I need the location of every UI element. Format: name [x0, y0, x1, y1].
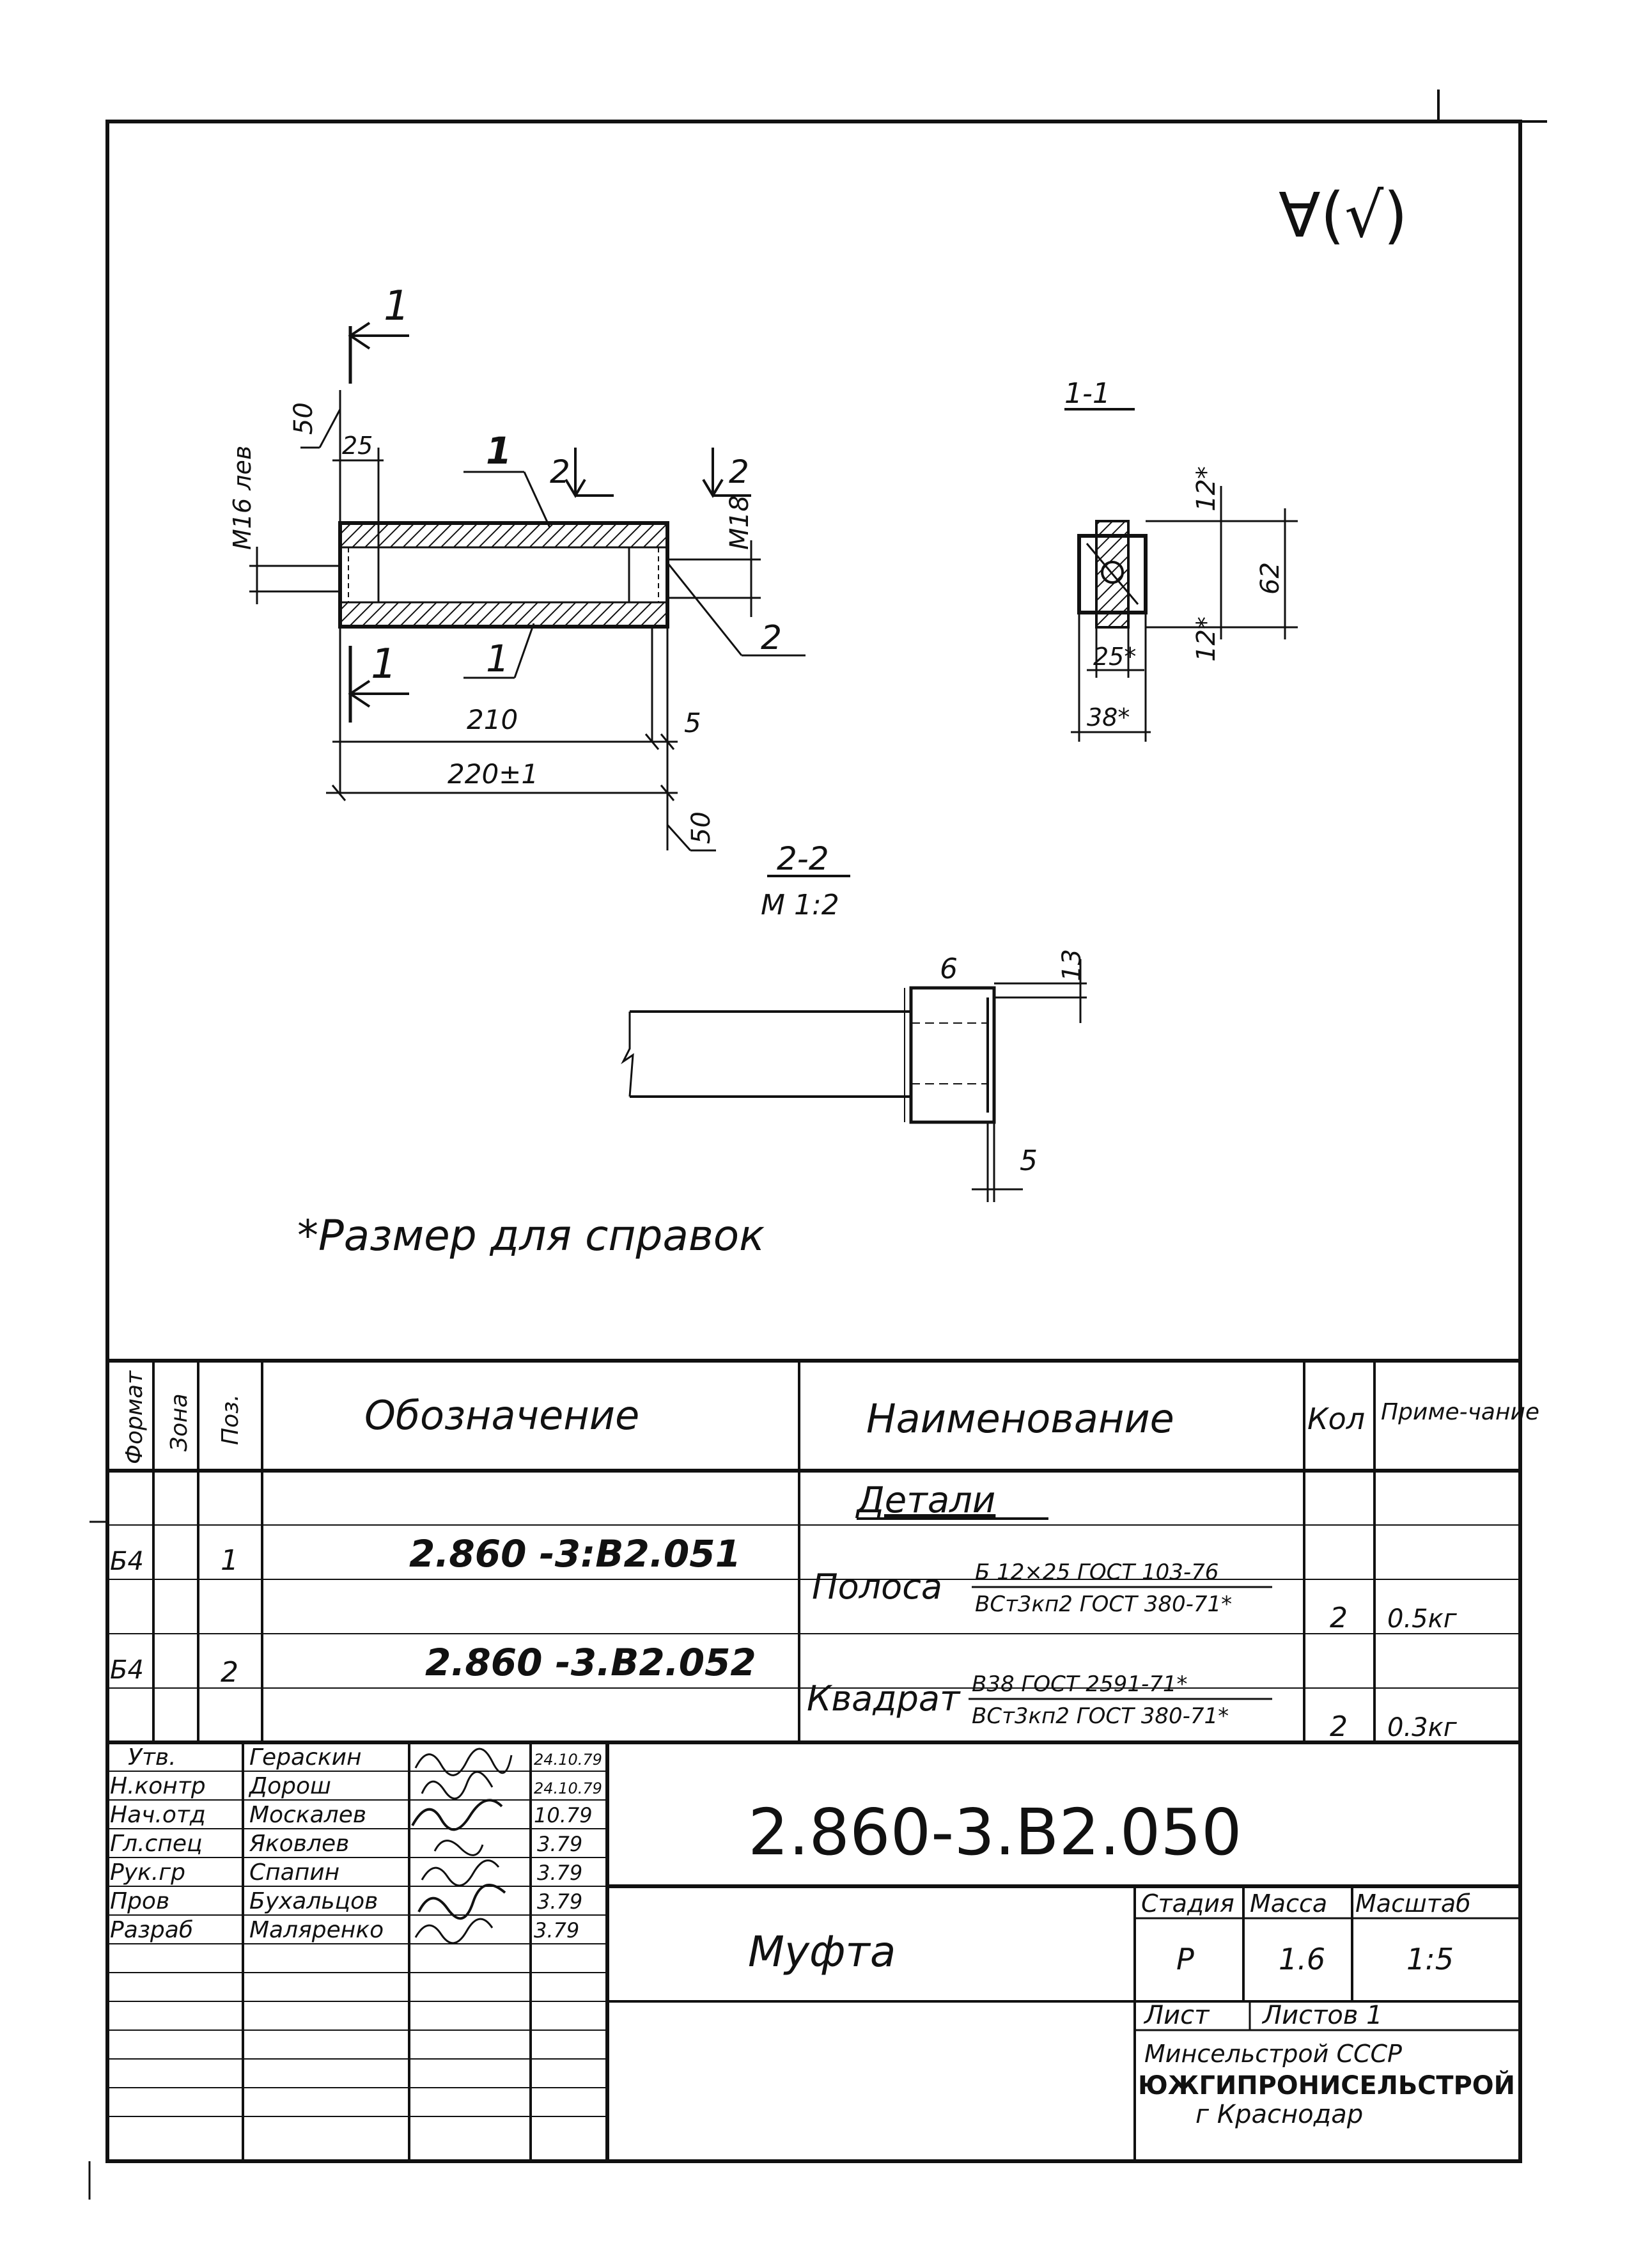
signature-row	[110, 1885, 582, 1918]
part-name: Муфта	[748, 1927, 896, 1976]
sig-name: Гераскин	[249, 1744, 362, 1771]
signature-row	[110, 1859, 582, 1886]
section-2-2-view	[623, 876, 1087, 1202]
chamfer-top-label: 50	[289, 402, 318, 435]
signature-rows	[110, 1744, 602, 1943]
chamfer-bottom-label: 50	[687, 811, 716, 844]
main-view-labels	[228, 283, 782, 844]
handwritten-signature	[435, 1841, 483, 1856]
dim-25-label: 25	[342, 432, 373, 460]
sig-role: Пров	[110, 1888, 170, 1914]
table-row	[110, 1641, 1458, 1743]
scale-value: 1:5	[1406, 1942, 1454, 1976]
header-designation: Обозначение	[364, 1392, 640, 1439]
sig-date: 3.79	[537, 1832, 583, 1856]
signature-row	[110, 1917, 579, 1943]
handwritten-signature	[412, 1800, 502, 1829]
handwritten-signature	[419, 1885, 505, 1918]
org-line1: Минсельстрой СССР	[1144, 2040, 1402, 2068]
row1-qty: 2	[1330, 1602, 1348, 1634]
sheets-label: Листов 1	[1263, 2001, 1383, 2030]
spec-table-header	[121, 1370, 1539, 1464]
roughness-mark: ∀(√)	[1279, 180, 1408, 251]
section-2-2-scale: М 1:2	[761, 889, 839, 921]
row2-name-bottom: ВСт3кп2 ГОСТ 380-71*	[972, 1703, 1229, 1729]
dim-5-label: 5	[684, 707, 701, 739]
sig-name: Маляренко	[249, 1917, 384, 1943]
sig-role: Гл.спец	[110, 1831, 203, 1857]
document-number: 2.860-3.В2.050	[748, 1795, 1242, 1870]
dim-62-label: 62	[1256, 562, 1285, 595]
row2-note: 0.3кг	[1387, 1713, 1457, 1742]
sig-date: 24.10.79	[534, 1779, 602, 1797]
section-1-1-title: 1-1	[1064, 377, 1110, 410]
pos1-bottom: 1	[486, 637, 510, 680]
dim-5-2-label: 5	[1020, 1145, 1038, 1177]
header-note: Приме-чание	[1381, 1399, 1540, 1425]
reference-note: *Размер для справок	[297, 1211, 765, 1260]
header-zone: Зона	[166, 1393, 192, 1451]
sig-role: Рук.гр	[110, 1859, 185, 1886]
signature-row	[110, 1772, 602, 1799]
signature-row	[110, 1831, 582, 1857]
header-format: Формат	[121, 1370, 148, 1464]
header-name: Наименование	[866, 1395, 1174, 1442]
title-block-text	[748, 1795, 1515, 2129]
row1-format: Б4	[110, 1547, 144, 1576]
org-line2: ЮЖГИПРОНИСЕЛЬСТРОЙ	[1138, 2071, 1517, 2100]
stage-label: Стадия	[1141, 1889, 1234, 1918]
handwritten-signature	[422, 1772, 492, 1799]
row2-name: Квадрат	[807, 1678, 960, 1719]
pos2-label: 2	[761, 619, 782, 657]
sig-date: 3.79	[537, 1861, 583, 1885]
sig-date: 24.10.79	[534, 1751, 602, 1769]
sig-role: Нач.отд	[110, 1802, 206, 1828]
handwritten-signature	[416, 1919, 492, 1943]
section-2-2-title: 2-2	[777, 840, 829, 877]
dim-220-label: 220±1	[448, 758, 539, 790]
sig-role: Утв.	[128, 1744, 176, 1771]
sheet-label: Лист	[1144, 2001, 1210, 2030]
callout-1-top: 1	[384, 283, 410, 330]
dim-38-star-label: 38*	[1087, 703, 1130, 731]
table-row	[110, 1532, 1458, 1634]
dim-25-star-label: 25*	[1093, 643, 1137, 671]
sig-name: Бухальцов	[249, 1888, 378, 1914]
sig-date: 10.79	[534, 1803, 593, 1827]
sig-name: Яковлев	[249, 1831, 350, 1857]
row1-pos: 1	[221, 1544, 238, 1577]
section-2-2-labels	[761, 840, 1087, 1177]
sig-name: Спапин	[249, 1859, 340, 1886]
thread-right-label: M18	[725, 495, 754, 550]
callout-1-bottom: 1	[371, 641, 397, 688]
org-line3: г Краснодар	[1195, 2100, 1364, 2129]
mass-value: 1.6	[1279, 1942, 1326, 1976]
handwritten-signature	[422, 1861, 499, 1886]
row2-pos: 2	[221, 1656, 238, 1689]
section-2-left: 2	[550, 453, 570, 490]
dim-13-label: 13	[1057, 949, 1087, 981]
dim-6-label: 6	[940, 953, 958, 985]
sig-name: Москалев	[249, 1802, 367, 1828]
row2-qty: 2	[1330, 1710, 1348, 1743]
scale-label: Масштаб	[1355, 1889, 1471, 1918]
mass-label: Масса	[1250, 1889, 1328, 1918]
sig-role: Н.контр	[110, 1773, 206, 1799]
sig-date: 3.79	[537, 1889, 583, 1914]
pos1-top: 1	[486, 429, 512, 473]
header-qty: Кол	[1307, 1402, 1366, 1436]
section-heading: Детали	[857, 1480, 996, 1521]
dim-12-bottom-label: 12*	[1192, 616, 1221, 662]
sig-role: Разраб	[110, 1917, 194, 1943]
signature-row	[110, 1800, 593, 1829]
row1-designation: 2.860 -3:В2.051	[409, 1532, 741, 1576]
stage-value: Р	[1176, 1942, 1194, 1976]
sig-date: 3.79	[534, 1918, 580, 1943]
dim-210-label: 210	[467, 704, 518, 735]
row1-note: 0.5кг	[1387, 1604, 1457, 1634]
header-pos: Поз.	[217, 1394, 244, 1445]
thread-left-label: M16 лев	[228, 445, 256, 550]
row1-name: Полоса	[812, 1567, 942, 1607]
row2-designation: 2.860 -3.В2.052	[425, 1641, 756, 1684]
section-2-right: 2	[729, 453, 749, 490]
row1-name-top: Б 12×25 ГОСТ 103-76	[975, 1560, 1219, 1585]
row1-name-bottom: ВСт3кп2 ГОСТ 380-71*	[975, 1592, 1233, 1617]
row2-format: Б4	[110, 1655, 144, 1685]
spec-table-body	[110, 1480, 1458, 1743]
row2-name-top: В38 ГОСТ 2591-71*	[972, 1671, 1188, 1697]
sig-name: Дорош	[249, 1773, 331, 1799]
dim-12-top-label: 12*	[1192, 466, 1221, 512]
